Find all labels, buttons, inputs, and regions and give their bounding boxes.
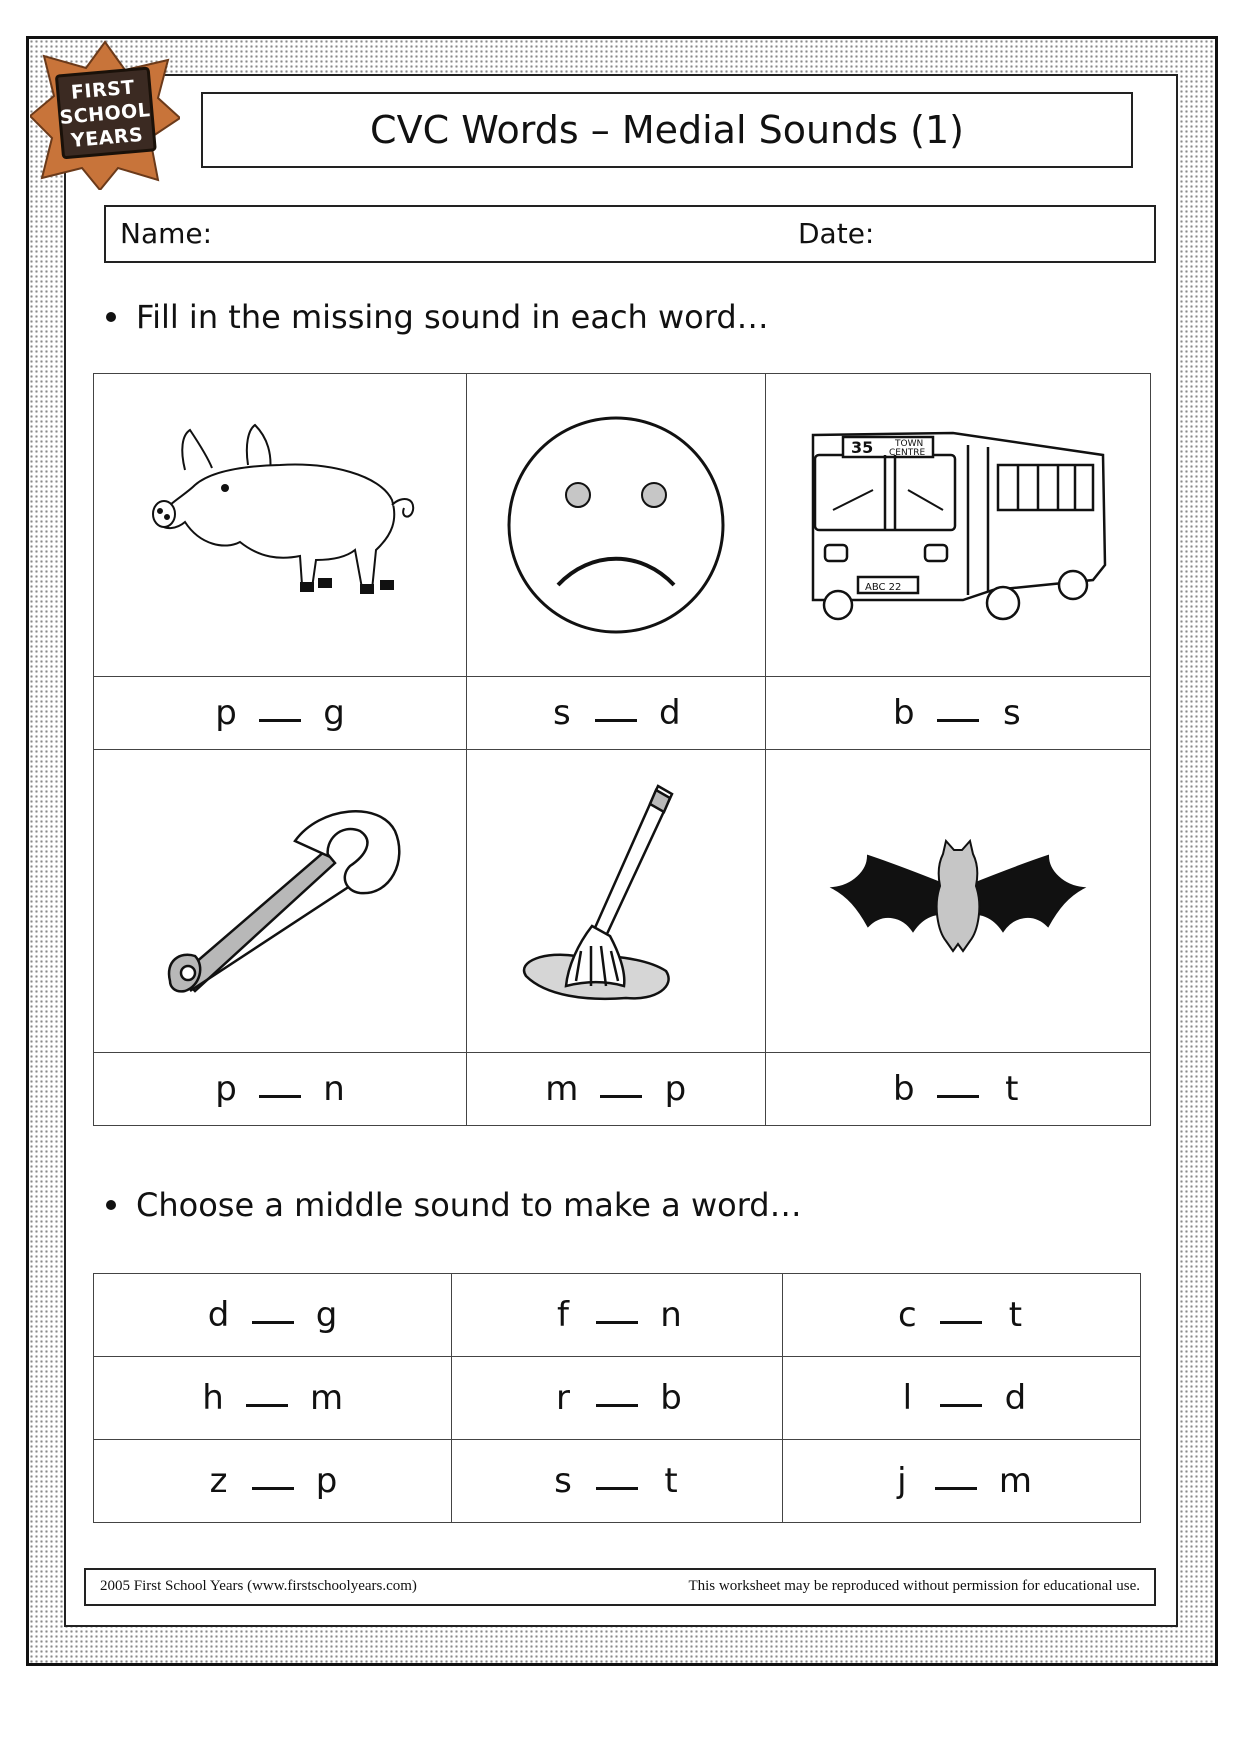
first-school-years-logo (30, 40, 180, 190)
missing-sound-blank[interactable] (940, 1320, 982, 1324)
cvc-word (896, 1295, 1026, 1335)
bat-picture-cell (765, 750, 1150, 1053)
first-letter: s (552, 693, 571, 733)
first-letter: h (202, 1378, 224, 1418)
pig-picture-cell (94, 374, 467, 677)
missing-sound-blank[interactable] (935, 1486, 977, 1490)
first-letter: s (554, 1461, 572, 1501)
bus-destination: TOWN (894, 439, 924, 449)
name-label: Name: (120, 217, 213, 250)
mop-icon (506, 776, 726, 1026)
word-cell (452, 1274, 783, 1357)
first-letter: p (215, 693, 237, 733)
first-letter: b (893, 1069, 915, 1109)
cvc-word (552, 1461, 682, 1501)
missing-sound-blank[interactable] (596, 1486, 638, 1490)
last-letter: d (1004, 1378, 1027, 1418)
instruction-text: Choose a middle sound to make a word… (136, 1186, 802, 1224)
word-cell (94, 1053, 467, 1126)
cvc-word (215, 693, 345, 733)
last-letter: p (664, 1069, 687, 1109)
first-letter: d (207, 1295, 230, 1335)
word-cell (94, 677, 467, 750)
word-cell (94, 1440, 452, 1523)
worksheet-title: CVC Words – Medial Sounds (1) (201, 92, 1133, 168)
instruction-fill-missing (106, 298, 769, 336)
missing-sound-blank[interactable] (246, 1403, 288, 1407)
picture-word-grid (93, 373, 1151, 1126)
date-label: Date: (798, 217, 875, 250)
mop-picture-cell (466, 750, 765, 1053)
word-cell (452, 1440, 783, 1523)
cvc-word (202, 1378, 343, 1418)
first-letter: l (902, 1378, 913, 1418)
word-cell (765, 677, 1150, 750)
last-letter: t (664, 1461, 678, 1501)
first-letter: f (556, 1295, 569, 1335)
last-letter: b (660, 1378, 682, 1418)
last-letter: n (323, 1069, 345, 1109)
cvc-word (208, 1295, 338, 1335)
first-letter: m (545, 1069, 579, 1109)
cvc-word (215, 1069, 345, 1109)
bus-picture-cell (765, 374, 1150, 677)
cvc-word (552, 1295, 682, 1335)
bullet-icon (106, 1200, 116, 1210)
last-letter: d (659, 693, 681, 733)
first-letter: c (898, 1295, 917, 1335)
last-letter: p (315, 1461, 338, 1501)
sad-face-picture-cell (466, 374, 765, 677)
last-letter: n (660, 1295, 682, 1335)
last-letter: t (1008, 1295, 1023, 1335)
missing-sound-blank[interactable] (937, 1094, 979, 1098)
instruction-choose-sound (106, 1186, 802, 1224)
missing-sound-blank[interactable] (595, 718, 637, 722)
missing-sound-blank[interactable] (940, 1403, 982, 1407)
missing-sound-blank[interactable] (252, 1320, 294, 1324)
word-cell (94, 1274, 452, 1357)
logo-text-line: FIRST (70, 76, 136, 104)
cvc-word (896, 1378, 1026, 1418)
first-letter: p (215, 1069, 237, 1109)
last-letter: g (323, 693, 345, 733)
missing-sound-blank[interactable] (259, 718, 301, 722)
first-letter: j (897, 1461, 907, 1501)
missing-sound-blank[interactable] (937, 718, 979, 722)
logo-text-line: SCHOOL (58, 99, 152, 129)
choose-sound-grid (93, 1273, 1141, 1523)
footer-permission: This worksheet may be reproduced without permission for educational use. (688, 1578, 1140, 1594)
word-cell (782, 1440, 1140, 1523)
cvc-word (552, 1378, 682, 1418)
safety-pin-icon (150, 781, 410, 1021)
word-cell (466, 677, 765, 750)
missing-sound-blank[interactable] (596, 1403, 638, 1407)
bus-destination: CENTRE (888, 448, 925, 458)
bullet-icon (106, 312, 116, 322)
word-cell (765, 1053, 1150, 1126)
cvc-word (545, 1069, 686, 1109)
word-cell (452, 1357, 783, 1440)
missing-sound-blank[interactable] (252, 1486, 294, 1490)
cvc-word (891, 1461, 1032, 1501)
instruction-text: Fill in the missing sound in each word… (136, 298, 769, 336)
cvc-word (893, 1069, 1023, 1109)
name-date-box (104, 205, 1156, 263)
word-cell (782, 1274, 1140, 1357)
footer (84, 1568, 1156, 1606)
footer-copyright: 2005 First School Years (www.firstschoolyears.com) (100, 1578, 417, 1594)
bat-icon (828, 836, 1088, 966)
cvc-word (551, 693, 681, 733)
missing-sound-blank[interactable] (596, 1320, 638, 1324)
bus-route-number: 35 (850, 438, 874, 457)
word-cell (782, 1357, 1140, 1440)
first-letter: r (555, 1378, 570, 1418)
cvc-word (893, 693, 1023, 733)
last-letter: m (998, 1461, 1032, 1501)
pig-icon (130, 410, 430, 640)
last-letter: t (1005, 1069, 1019, 1109)
missing-sound-blank[interactable] (259, 1094, 301, 1098)
last-letter: s (1002, 693, 1021, 733)
sad-face-icon (496, 405, 736, 645)
word-cell (466, 1053, 765, 1126)
bus-icon (803, 415, 1113, 635)
missing-sound-blank[interactable] (600, 1094, 642, 1098)
bus-plate: ABC 22 (864, 582, 902, 593)
logo-text-line: YEARS (70, 123, 145, 153)
first-letter: b (893, 693, 915, 733)
safety-pin-picture-cell (94, 750, 467, 1053)
word-cell (94, 1357, 452, 1440)
cvc-word (208, 1461, 338, 1501)
last-letter: g (315, 1295, 338, 1335)
last-letter: m (310, 1378, 344, 1418)
first-letter: z (209, 1461, 228, 1501)
